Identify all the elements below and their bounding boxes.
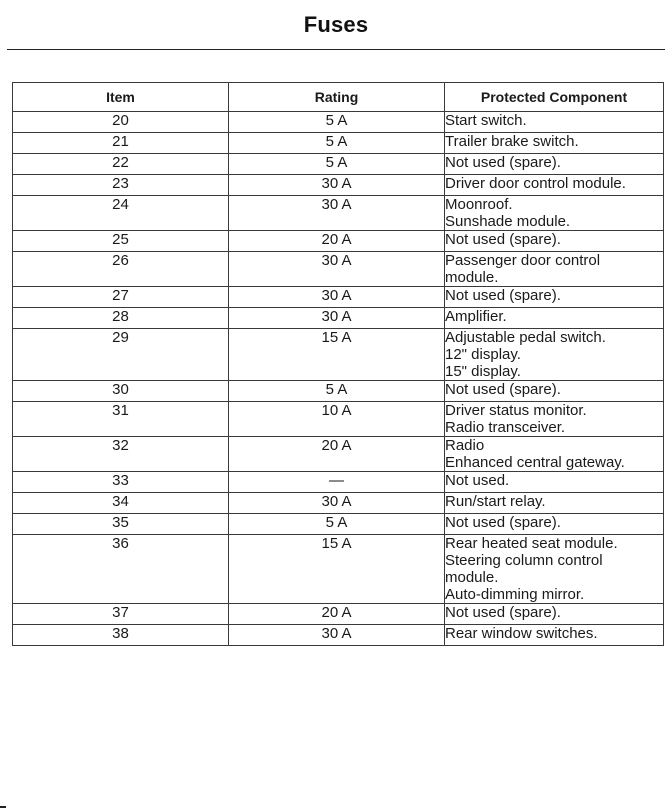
protected-component-cell [445, 133, 664, 154]
protected-component-cell [445, 514, 664, 535]
component-line: Not used (spare). [445, 154, 561, 171]
item-cell: 37 [13, 604, 229, 625]
rating-cell: 5 A [229, 112, 445, 133]
rating-cell: 15 A [229, 535, 445, 604]
component-line: Passenger door control [445, 252, 601, 269]
component-line: Start switch. [445, 112, 527, 129]
rating-cell: 30 A [229, 493, 445, 514]
item-cell: 21 [13, 133, 229, 154]
rating-cell: 5 A [229, 133, 445, 154]
protected-component-cell [445, 493, 664, 514]
item-cell: 38 [13, 625, 229, 646]
table-row [13, 472, 664, 493]
item-cell: 28 [13, 308, 229, 329]
header-item: Item [13, 83, 229, 112]
item-cell: 27 [13, 287, 229, 308]
rating-cell: 20 A [229, 231, 445, 252]
item-cell: 36 [13, 535, 229, 604]
protected-component-cell [445, 604, 664, 625]
header-rating: Rating [229, 83, 445, 112]
rating-cell: — [229, 472, 445, 493]
protected-component-cell [445, 287, 664, 308]
rating-cell: 30 A [229, 252, 445, 287]
protected-component-cell [445, 437, 664, 472]
component-line: Driver status monitor. [445, 402, 587, 419]
component-line: module. [445, 269, 499, 286]
component-line: Not used (spare). [445, 514, 561, 531]
rating-cell: 15 A [229, 329, 445, 381]
title-divider [7, 49, 665, 50]
component-line: Steering column control [445, 552, 603, 569]
item-cell: 35 [13, 514, 229, 535]
table-row [13, 402, 664, 437]
page-corner-mark [0, 806, 6, 808]
component-line: Run/start relay. [445, 493, 546, 510]
item-cell: 29 [13, 329, 229, 381]
table-row [13, 625, 664, 646]
fuse-table [12, 82, 664, 646]
component-line: 15" display. [445, 363, 521, 380]
rating-cell: 30 A [229, 625, 445, 646]
item-cell: 25 [13, 231, 229, 252]
table-header-row [13, 83, 664, 112]
rating-cell: 10 A [229, 402, 445, 437]
table-row [13, 329, 664, 381]
component-line: Radio [445, 437, 485, 454]
component-line: Radio transceiver. [445, 419, 566, 436]
protected-component-cell [445, 402, 664, 437]
table-row [13, 196, 664, 231]
component-line: Sunshade module. [445, 213, 571, 230]
component-line: Rear heated seat module. [445, 535, 618, 552]
item-cell: 31 [13, 402, 229, 437]
rating-cell: 5 A [229, 514, 445, 535]
protected-component-cell [445, 231, 664, 252]
rating-cell: 30 A [229, 308, 445, 329]
table-row [13, 175, 664, 196]
component-line: Not used (spare). [445, 287, 561, 304]
component-line: Driver door control module. [445, 175, 626, 192]
component-line: Rear window switches. [445, 625, 598, 642]
component-line: Enhanced central gateway. [445, 454, 625, 471]
table-row [13, 535, 664, 604]
item-cell: 24 [13, 196, 229, 231]
table-row [13, 381, 664, 402]
table-row [13, 493, 664, 514]
table-row [13, 437, 664, 472]
item-cell: 26 [13, 252, 229, 287]
component-line: 12" display. [445, 346, 521, 363]
item-cell: 22 [13, 154, 229, 175]
component-line: Adjustable pedal switch. [445, 329, 606, 346]
protected-component-cell [445, 252, 664, 287]
protected-component-cell [445, 175, 664, 196]
item-cell: 32 [13, 437, 229, 472]
component-line: module. [445, 569, 499, 586]
protected-component-cell [445, 472, 664, 493]
table-row [13, 308, 664, 329]
page-title: Fuses [303, 12, 369, 37]
table-row [13, 604, 664, 625]
component-line: Not used (spare). [445, 604, 561, 621]
protected-component-cell [445, 154, 664, 175]
table-row [13, 133, 664, 154]
component-line: Not used. [445, 472, 510, 489]
component-line: Auto-dimming mirror. [445, 586, 585, 603]
protected-component-cell [445, 535, 664, 604]
protected-component-cell [445, 381, 664, 402]
rating-cell: 20 A [229, 437, 445, 472]
component-line: Trailer brake switch. [445, 133, 579, 150]
protected-component-cell [445, 329, 664, 381]
table-row [13, 154, 664, 175]
rating-cell: 30 A [229, 175, 445, 196]
rating-cell: 30 A [229, 196, 445, 231]
component-line: Not used (spare). [445, 231, 561, 248]
item-cell: 34 [13, 493, 229, 514]
table-row [13, 287, 664, 308]
item-cell: 30 [13, 381, 229, 402]
table-row [13, 231, 664, 252]
rating-cell: 5 A [229, 381, 445, 402]
component-line: Not used (spare). [445, 381, 561, 398]
component-line: Amplifier. [445, 308, 507, 325]
item-cell: 23 [13, 175, 229, 196]
item-cell: 20 [13, 112, 229, 133]
protected-component-cell [445, 196, 664, 231]
protected-component-cell [445, 625, 664, 646]
table-body [13, 112, 664, 646]
header-protected-component: Protected Component [445, 83, 664, 112]
component-line: Moonroof. [445, 196, 513, 213]
rating-cell: 20 A [229, 604, 445, 625]
table-row [13, 252, 664, 287]
protected-component-cell [445, 308, 664, 329]
protected-component-cell [445, 112, 664, 133]
item-cell: 33 [13, 472, 229, 493]
rating-cell: 5 A [229, 154, 445, 175]
table-row [13, 112, 664, 133]
table-row [13, 514, 664, 535]
rating-cell: 30 A [229, 287, 445, 308]
